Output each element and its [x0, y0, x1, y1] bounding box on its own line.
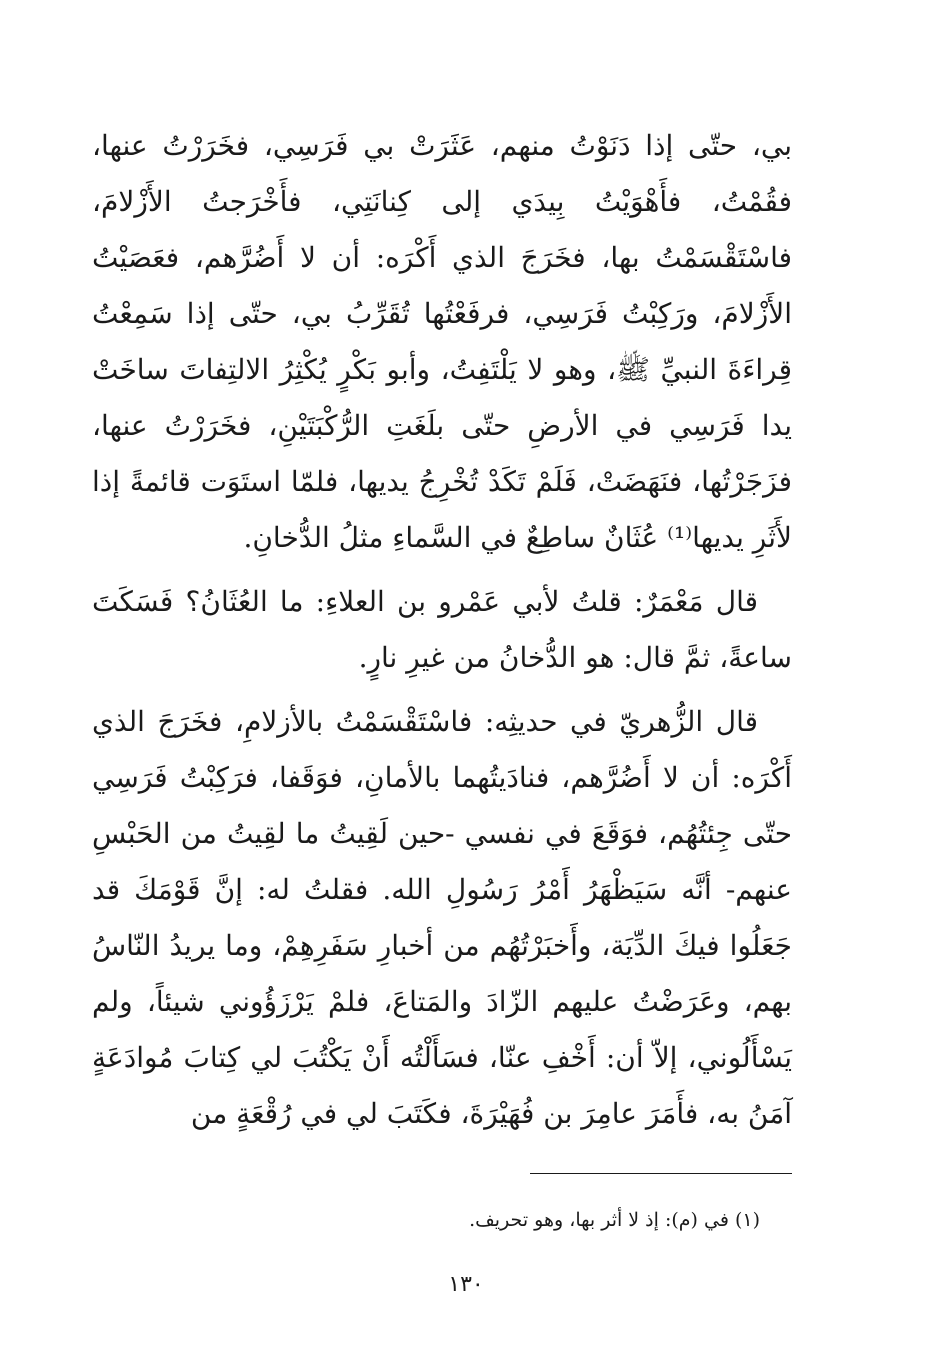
page-body [92, 118, 792, 1150]
paragraph-3: قال الزُّهريّ في حديثِه: فاسْتَقْسَمْتُ بالأزلامِ، فخَرَجَ الذي أَكْرَه: أن لا أَضُرَّهم، فنادَيتُهما بالأمانِ، فوَقَفا، فرَكِبْتُ فَرَسِي حتّى جِئتُهُم، فوَقَعَ في نفسي -حين لَقِيتُ ما لقِيتُ من الحَبْسِ عنهم- أنَّه سَيَظْهَرُ أَمْرُ رَسُولِ الله. فقلتُ له: إنَّ قَوْمَكَ قد جَعَلُوا فيكَ الدِّيَة، وأَخبَرْتُهُم من أخبارِ سَفَرِهِمْ، وما يريدُ النّاسُ بهم، وعَرَضْتُ عليهم الزّادَ والمَتاعَ، فلمْ يَرْزَؤُوني شيئاً، ولم يَسْأَلُوني، إلاّ أن: أَخْفِ عنّا، فسَأَلْتُه أَنْ يَكْتُبَ لي كِتابَ مُوادَعَةٍ آمَنُ به، فأَمَرَ عامِرَ بن فُهَيْرَةَ، فكَتَبَ لي في رُقْعَةٍ من [92, 705, 792, 1130]
footnote-separator [530, 1173, 792, 1174]
paragraph-1: بي، حتّى إذا دَنَوْتُ منهم، عَثَرَتْ بي فَرَسِي، فخَرَرْتُ عنها، فقُمْتُ، فأَهْوَيْتُ بِيدَي إلى كِنانَتِي، فأَخْرَجتُ الأَزْلامَ، فاسْتَقْسَمْتُ بها، فخَرَجَ الذي أَكْرَه: أن لا أَضُرَّهم، فعَصَيْتُ الأَزْلامَ، ورَكِبْتُ فَرَسِي، فرفَعْتُها تُقَرِّبُ بي، حتّى إذا سَمِعْتُ قِراءَةَ النبيِّ ﷺ، وهو لا يَلْتَفِتُ، وأبو بَكْرٍ يُكْثِرُ الالتِفاتَ ساخَتْ يدا فَرَسِي في الأرضِ حتّى بلَغَتِ الرُّكْبَتَيْنِ، فخَرَرْتُ عنها، فزَجَرْتُها، فنَهَضَتْ، فَلَمْ تَكَدْ تُخْرِجُ يديها، فلمّا استَوَت قائمةً إذا لأَثَرِ يديها⁽¹⁾ عُثَانٌ ساطِعٌ في السَّماءِ مثلُ الدُّخانِ. [92, 129, 792, 554]
paragraph-2: قال مَعْمَرٌ: قلتُ لأبي عَمْرو بن العلاءِ: ما العُثَانُ؟ فَسَكَتَ ساعةً، ثمَّ قال: هو الدُّخانُ من غيرِ نارٍ. [92, 585, 792, 674]
footnote-1: (١) في (م): إذ لا أثر بها، وهو تحريف. [469, 1209, 760, 1231]
page-number: ١٣٠ [448, 1272, 484, 1297]
